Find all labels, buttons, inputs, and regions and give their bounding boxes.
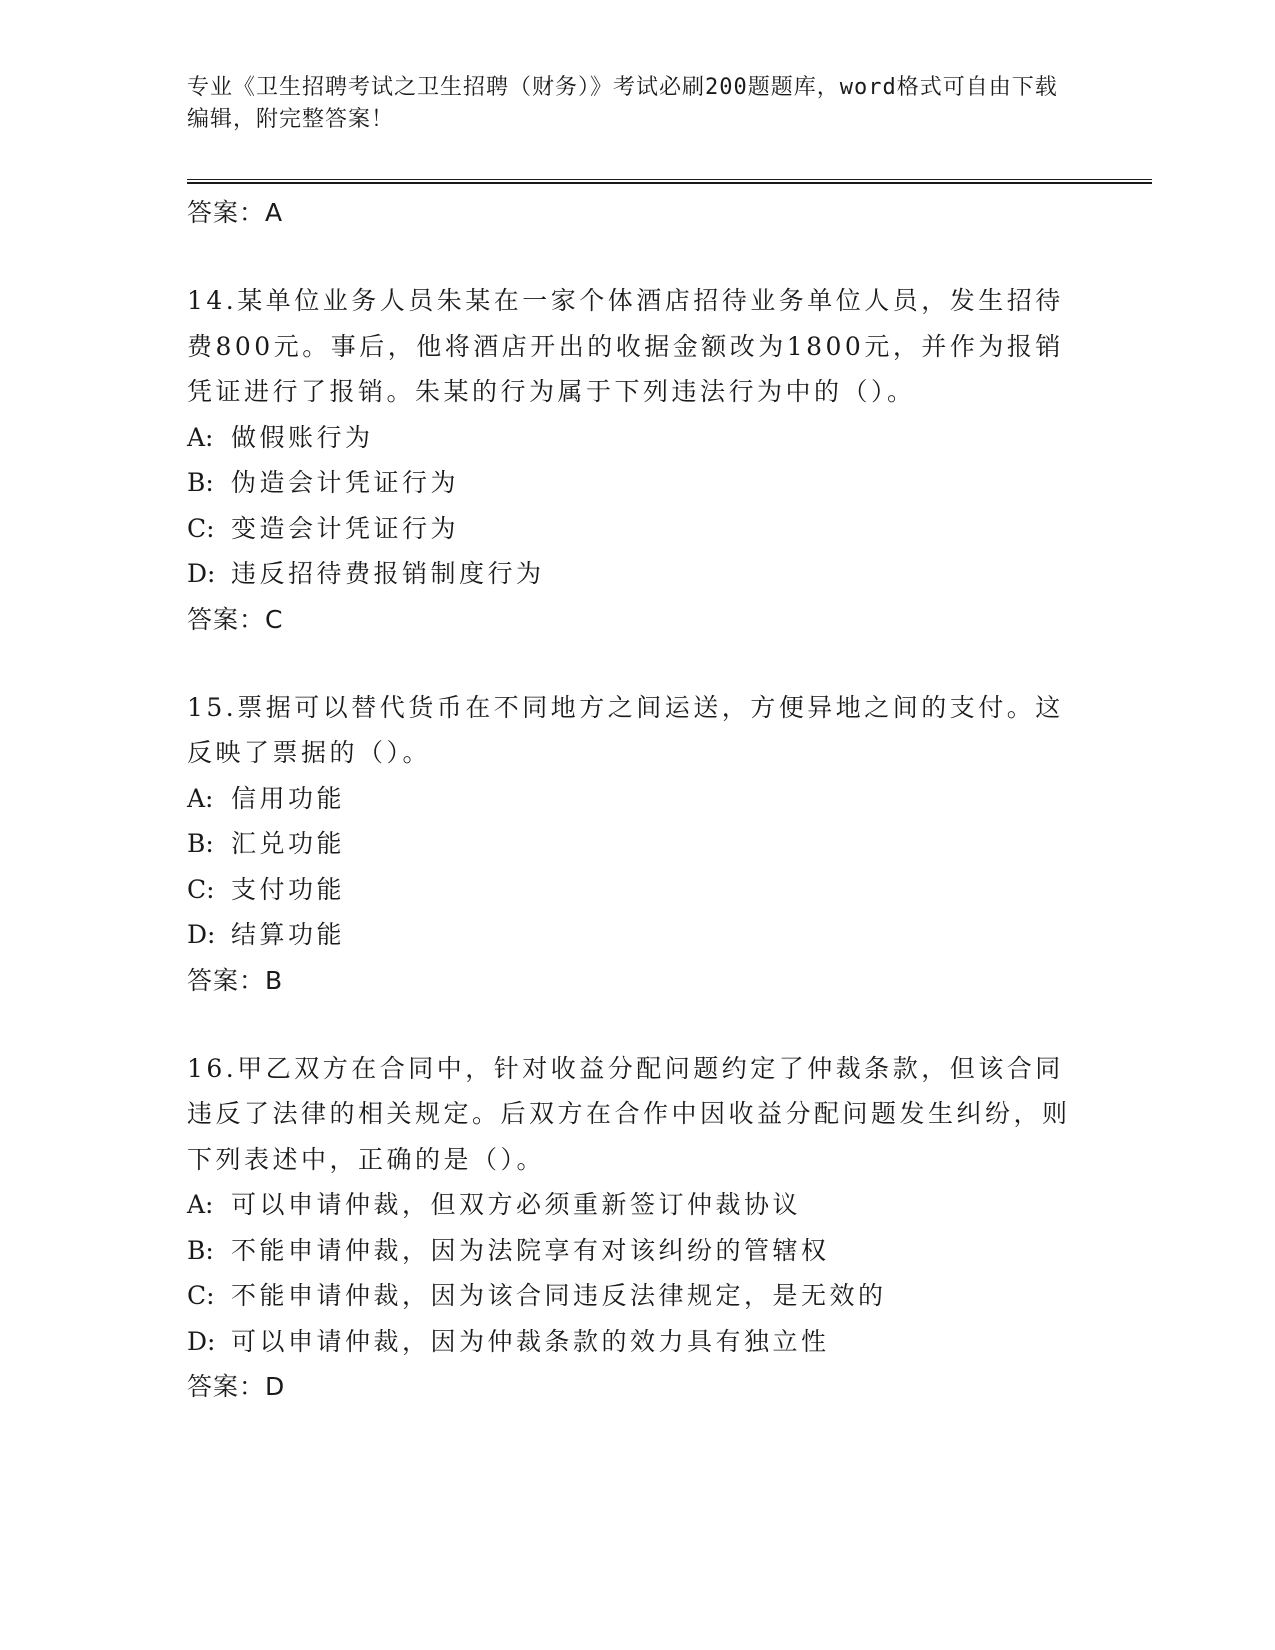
option-text: 汇兑功能 xyxy=(231,829,346,858)
option-key: A: xyxy=(187,1190,214,1219)
option-text: 可以申请仲裁，因为仲裁条款的效力具有独立性 xyxy=(231,1326,830,1356)
option-text: 信用功能 xyxy=(231,783,346,813)
option-d xyxy=(187,912,1087,958)
option-d xyxy=(187,551,1087,597)
option-text: 伪造会计凭证行为 xyxy=(231,468,460,497)
option-key: B: xyxy=(187,1235,214,1265)
header-divider xyxy=(187,179,1152,184)
document-body xyxy=(187,188,1087,1410)
option-b xyxy=(187,460,1087,506)
option-key: C: xyxy=(187,874,215,904)
answer-line: 答案：D xyxy=(187,1372,286,1401)
option-key: D: xyxy=(187,1326,216,1356)
option-key: C: xyxy=(187,513,215,543)
answer-line: 答案：C xyxy=(187,604,284,634)
previous-answer: 答案：A xyxy=(187,198,284,227)
question-16 xyxy=(187,1046,1087,1411)
option-text: 不能申请仲裁，因为法院享有对该纠纷的管辖权 xyxy=(231,1235,830,1265)
option-b xyxy=(187,821,1087,867)
option-d xyxy=(187,1319,1087,1365)
option-key: A: xyxy=(187,422,214,452)
option-key: C: xyxy=(187,1281,215,1310)
option-c xyxy=(187,1273,1087,1319)
option-a xyxy=(187,1182,1087,1228)
option-text: 违反招待费报销制度行为 xyxy=(231,559,545,588)
option-key: D: xyxy=(187,559,216,588)
option-text: 做假账行为 xyxy=(231,422,374,452)
option-text: 结算功能 xyxy=(231,920,346,949)
option-b xyxy=(187,1228,1087,1274)
question-stem: 16.甲乙双方在合同中，针对收益分配问题约定了仲裁条款，但该合同违反了法律的相关规定。后双方在合作中因收益分配问题发生纠纷，则下列表述中，正确的是（）。 xyxy=(187,1053,1071,1174)
option-c xyxy=(187,506,1087,552)
option-key: D: xyxy=(187,920,216,949)
document-header: 专业《卫生招聘考试之卫生招聘（财务）》考试必刷200题题库，word格式可自由下载编辑，附完整答案！ xyxy=(187,75,1058,132)
option-text: 可以申请仲裁，但双方必须重新签订仲裁协议 xyxy=(231,1190,802,1219)
option-text: 不能申请仲裁，因为该合同违反法律规定，是无效的 xyxy=(231,1281,887,1310)
option-key: B: xyxy=(187,829,214,858)
option-key: B: xyxy=(187,468,214,497)
option-a xyxy=(187,415,1087,461)
option-key: A: xyxy=(187,783,214,813)
answer-line: 答案：B xyxy=(187,965,284,995)
question-stem: 14.某单位业务人员朱某在一家个体酒店招待业务单位人员，发生招待费800元。事后，他将酒店开出的收据金额改为1800元，并作为报销凭证进行了报销。朱某的行为属于下列违法行为中的（）。 xyxy=(187,286,1064,406)
option-text: 变造会计凭证行为 xyxy=(231,513,460,543)
question-stem: 15.票据可以替代货币在不同地方之间运送，方便异地之间的支付。这反映了票据的（）。 xyxy=(187,692,1064,767)
option-c xyxy=(187,867,1087,913)
question-15 xyxy=(187,685,1087,1004)
option-a xyxy=(187,776,1087,822)
option-text: 支付功能 xyxy=(231,874,346,904)
question-14 xyxy=(187,278,1087,643)
